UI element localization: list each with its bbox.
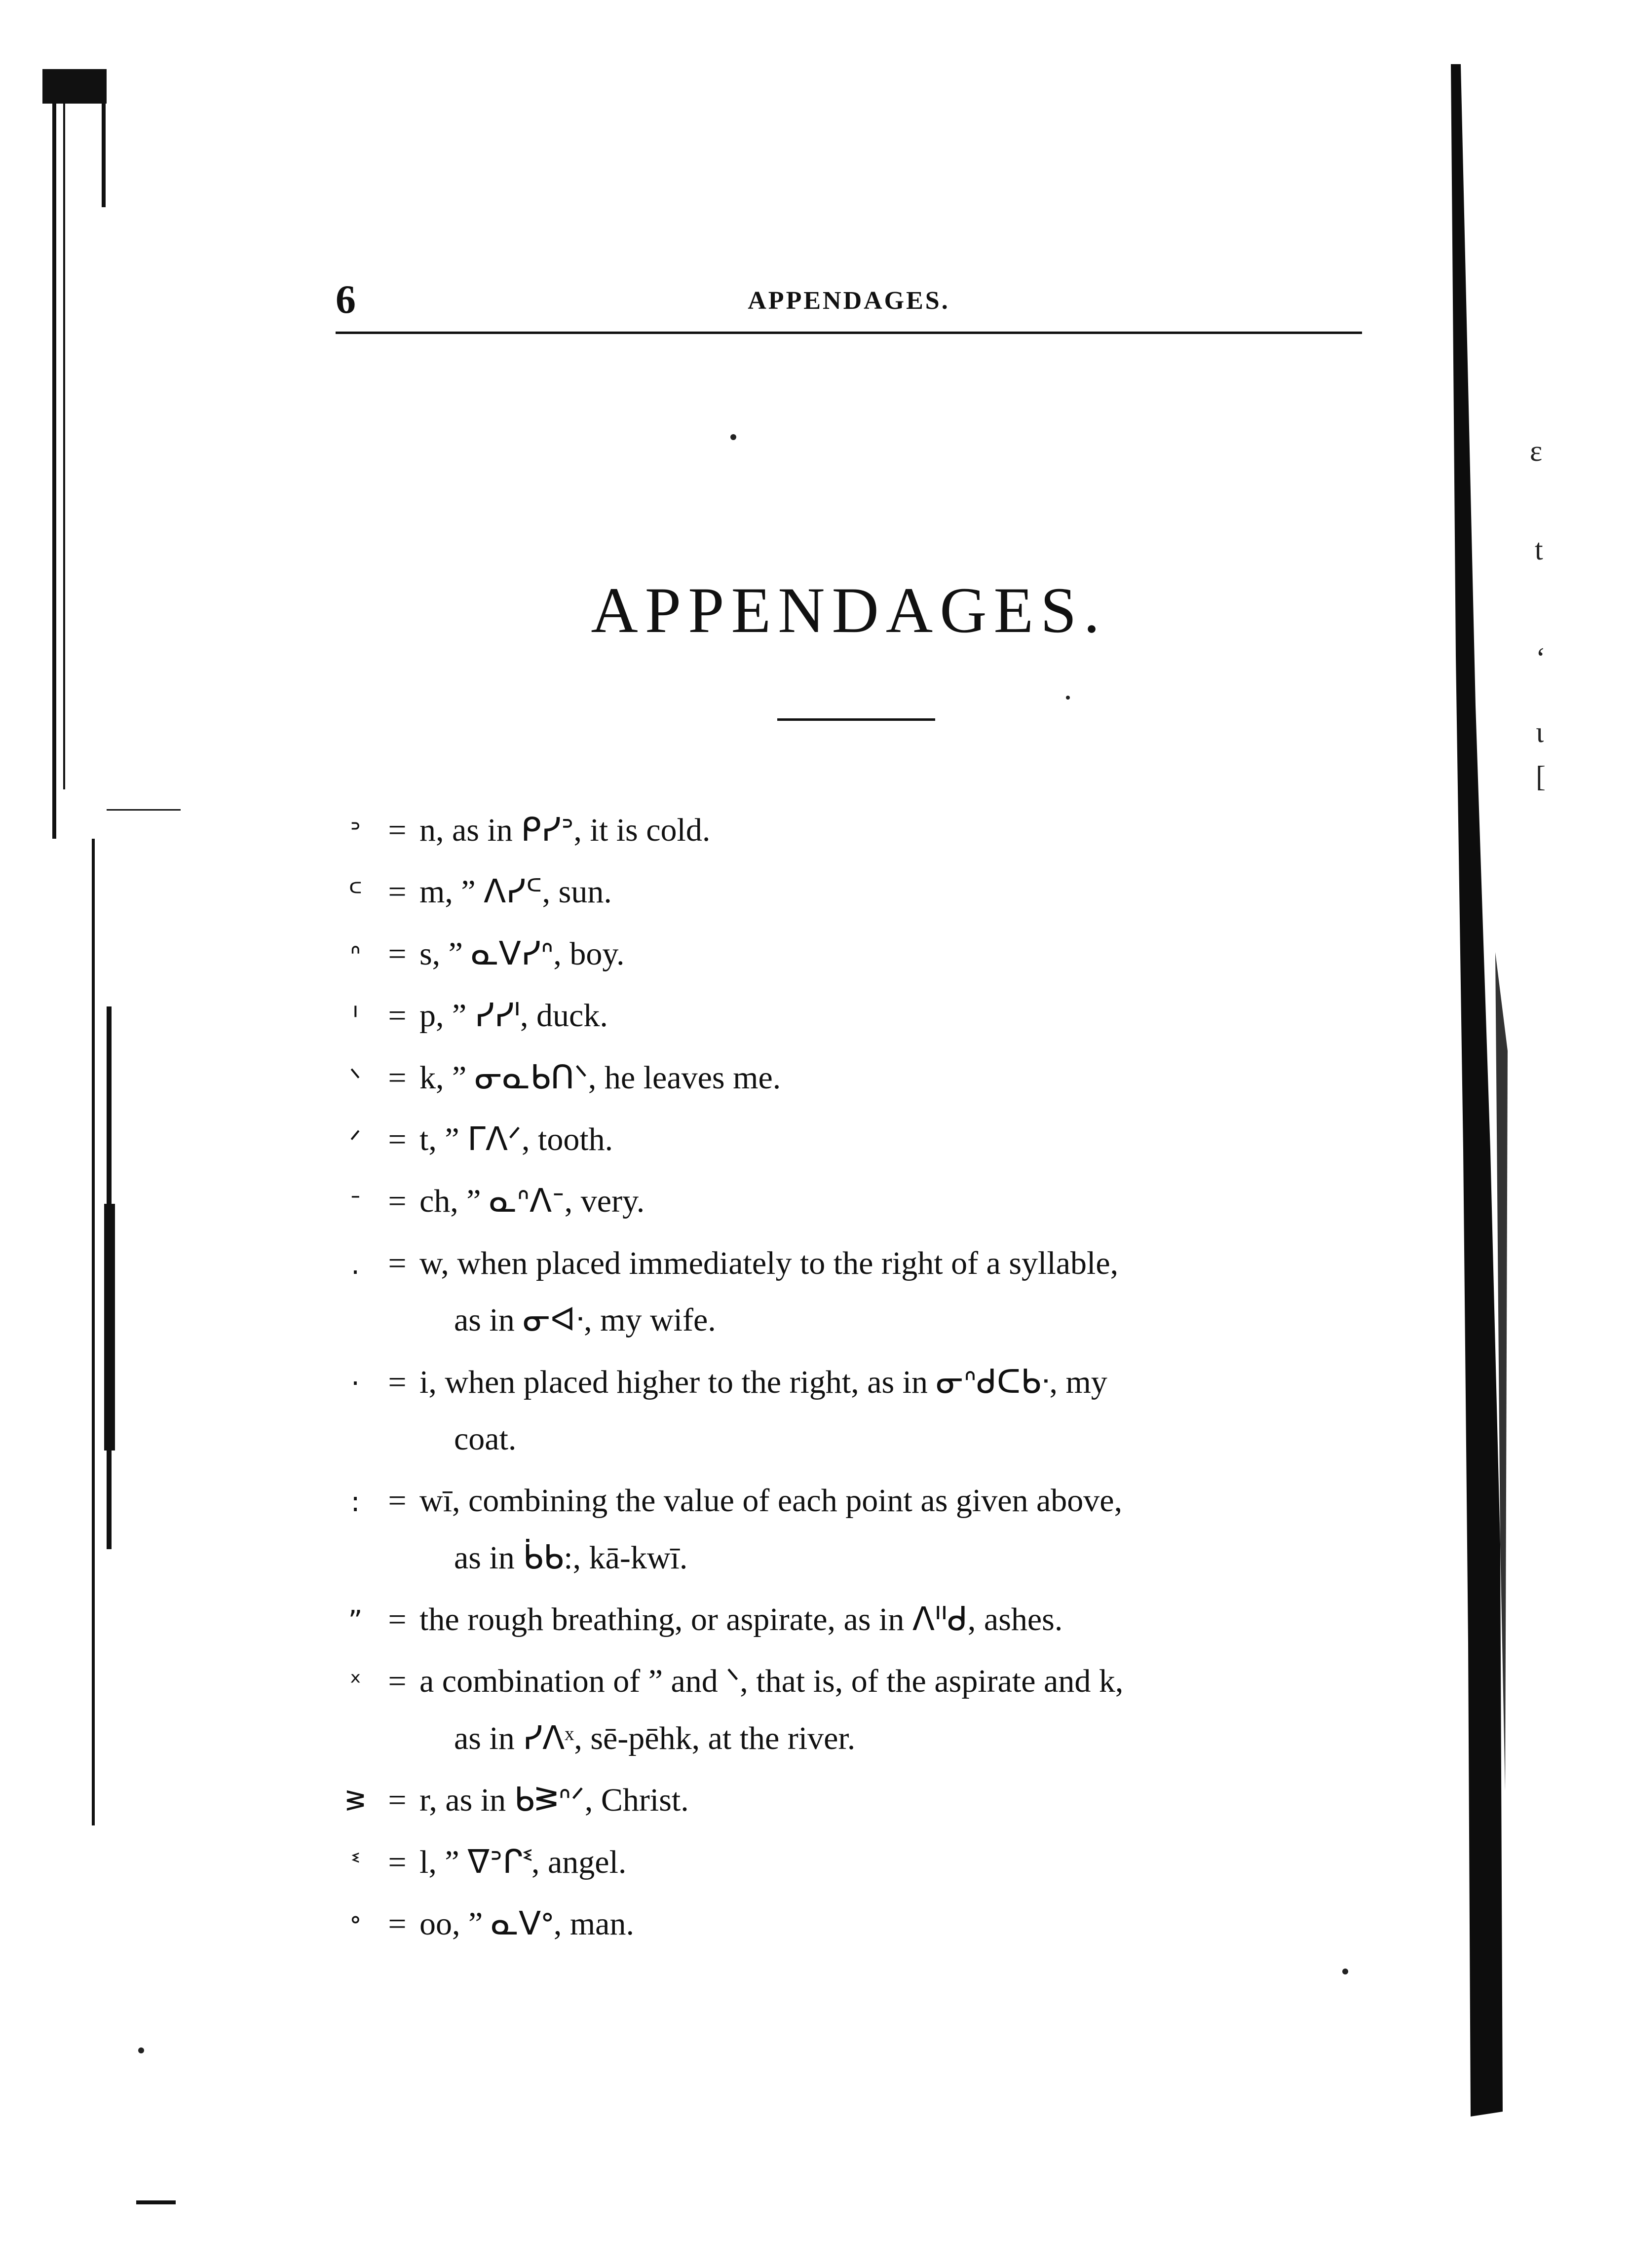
appendage-description: ch, ” ᓇᐢᐱᐨ, very.: [419, 1183, 645, 1220]
equals-sign: =: [388, 1782, 407, 1819]
scan-speck: [1342, 1969, 1348, 1974]
appendage-description-continued: as in ᑳᑲ:, kā-kwī.: [454, 1539, 688, 1576]
title-rule: [777, 718, 935, 721]
appendage-symbol: ᐠ: [349, 1063, 361, 1095]
list-item: [336, 861, 1421, 923]
appendage-description: w, when placed immediately to the right of a syllable,: [419, 1245, 1119, 1281]
equals-sign: =: [388, 1844, 407, 1880]
list-item: [336, 799, 1421, 861]
appendage-symbol: ᐤ: [350, 1909, 361, 1942]
appendage-list: [336, 799, 1421, 1955]
appendage-symbol: ᐨ: [350, 1187, 361, 1219]
list-item: [336, 1351, 1421, 1413]
page-number: 6: [336, 277, 356, 322]
appendage-symbol: :: [350, 1486, 360, 1519]
appendage-description: k, ” ᓂᓇᑲᑎᐠ, he leaves me.: [419, 1059, 781, 1096]
appendage-symbol: ᑊ: [352, 1001, 358, 1034]
equals-sign: =: [388, 935, 407, 972]
list-item: [336, 985, 1421, 1046]
equals-sign: =: [388, 812, 407, 848]
list-item: [336, 1232, 1421, 1294]
appendage-symbol: ᐟ: [349, 1124, 361, 1157]
appendage-description: t, ” ᒥᐱᐟ, tooth.: [419, 1121, 613, 1157]
appendage-description: oo, ” ᓇᐯᐤ, man.: [419, 1906, 634, 1942]
appendage-description: i, when placed higher to the right, as in ᓂᐢᑯᑕᑲᐧ, my: [419, 1364, 1107, 1400]
equals-sign: =: [388, 874, 407, 910]
appendage-description-continued: as in ᓯᐱˣ, sē-pēhk, at the river.: [454, 1720, 856, 1756]
appendage-description-continued: coat.: [454, 1420, 517, 1457]
margin-letter: [: [1536, 760, 1546, 793]
appendage-description: the rough breathing, or aspirate, as in ᐱᐦᑯ, ashes.: [419, 1601, 1063, 1638]
running-title: APPENDAGES.: [748, 287, 950, 315]
appendage-symbol: ᐣ: [349, 816, 361, 848]
appendage-symbol: ”: [348, 1605, 363, 1637]
appendage-description: r, as in ᑲᕒᐢᐟ, Christ.: [419, 1782, 689, 1819]
list-item: [336, 1170, 1421, 1232]
appendage-symbol: ᕒ: [345, 1785, 366, 1818]
appendage-symbol: ᓫ: [351, 1847, 359, 1880]
scan-edge-left: [42, 69, 116, 2191]
scan-speck: [1066, 696, 1070, 700]
margin-letter: t: [1535, 533, 1543, 566]
margin-letter: ɩ: [1536, 716, 1544, 748]
equals-sign: =: [388, 1483, 407, 1519]
equals-sign: =: [388, 1121, 407, 1157]
list-item: [336, 1831, 1421, 1893]
list-item: [336, 1769, 1421, 1831]
appendage-description: a combination of ” and ᐠ, that is, of the aspirate and k,: [419, 1663, 1124, 1700]
appendage-description: s, ” ᓇᐯᓯᐢ, boy.: [419, 935, 625, 972]
list-item: [336, 1893, 1421, 1955]
header-rule: [336, 332, 1362, 334]
list-item: [336, 1650, 1421, 1712]
appendage-symbol: ·: [351, 1367, 360, 1400]
scan-speck: [138, 2047, 144, 2053]
appendage-description: p, ” ᓯᓯᑊ, duck.: [419, 998, 608, 1034]
scan-edge-right: [1421, 64, 1569, 2186]
appendage-symbol: ᐢ: [350, 939, 361, 971]
equals-sign: =: [388, 1906, 407, 1942]
equals-sign: =: [388, 1663, 407, 1700]
equals-sign: =: [388, 1601, 407, 1638]
list-item: [336, 1589, 1421, 1650]
appendage-description: m, ” ᐱᓯᒼ, sun.: [419, 874, 612, 910]
equals-sign: =: [388, 1183, 407, 1220]
page-title: APPENDAGES.: [591, 574, 1107, 646]
appendage-description: n, as in ᑭᓯᐣ, it is cold.: [419, 812, 711, 848]
list-item: [336, 923, 1421, 985]
list-item: [336, 1047, 1421, 1109]
appendage-symbol: ˣ: [349, 1667, 362, 1699]
list-item: [336, 1109, 1421, 1170]
scan-speck: [730, 434, 736, 440]
appendage-description: wī, combining the value of each point as given above,: [419, 1483, 1123, 1519]
appendage-description: l, ” ᐁᐣᒋᓫ, angel.: [419, 1844, 627, 1880]
equals-sign: =: [388, 1364, 407, 1400]
list-item: [336, 1470, 1421, 1531]
running-head: [336, 276, 1362, 335]
equals-sign: =: [388, 1245, 407, 1281]
appendage-description-continued: as in ᓂᐊᐧ, my wife.: [454, 1302, 716, 1338]
margin-letter: ʻ: [1536, 642, 1546, 674]
equals-sign: =: [388, 1059, 407, 1096]
margin-letter: ɛ: [1530, 435, 1543, 467]
appendage-symbol: ᒼ: [348, 877, 363, 910]
appendage-symbol: .: [351, 1248, 360, 1281]
equals-sign: =: [388, 998, 407, 1034]
